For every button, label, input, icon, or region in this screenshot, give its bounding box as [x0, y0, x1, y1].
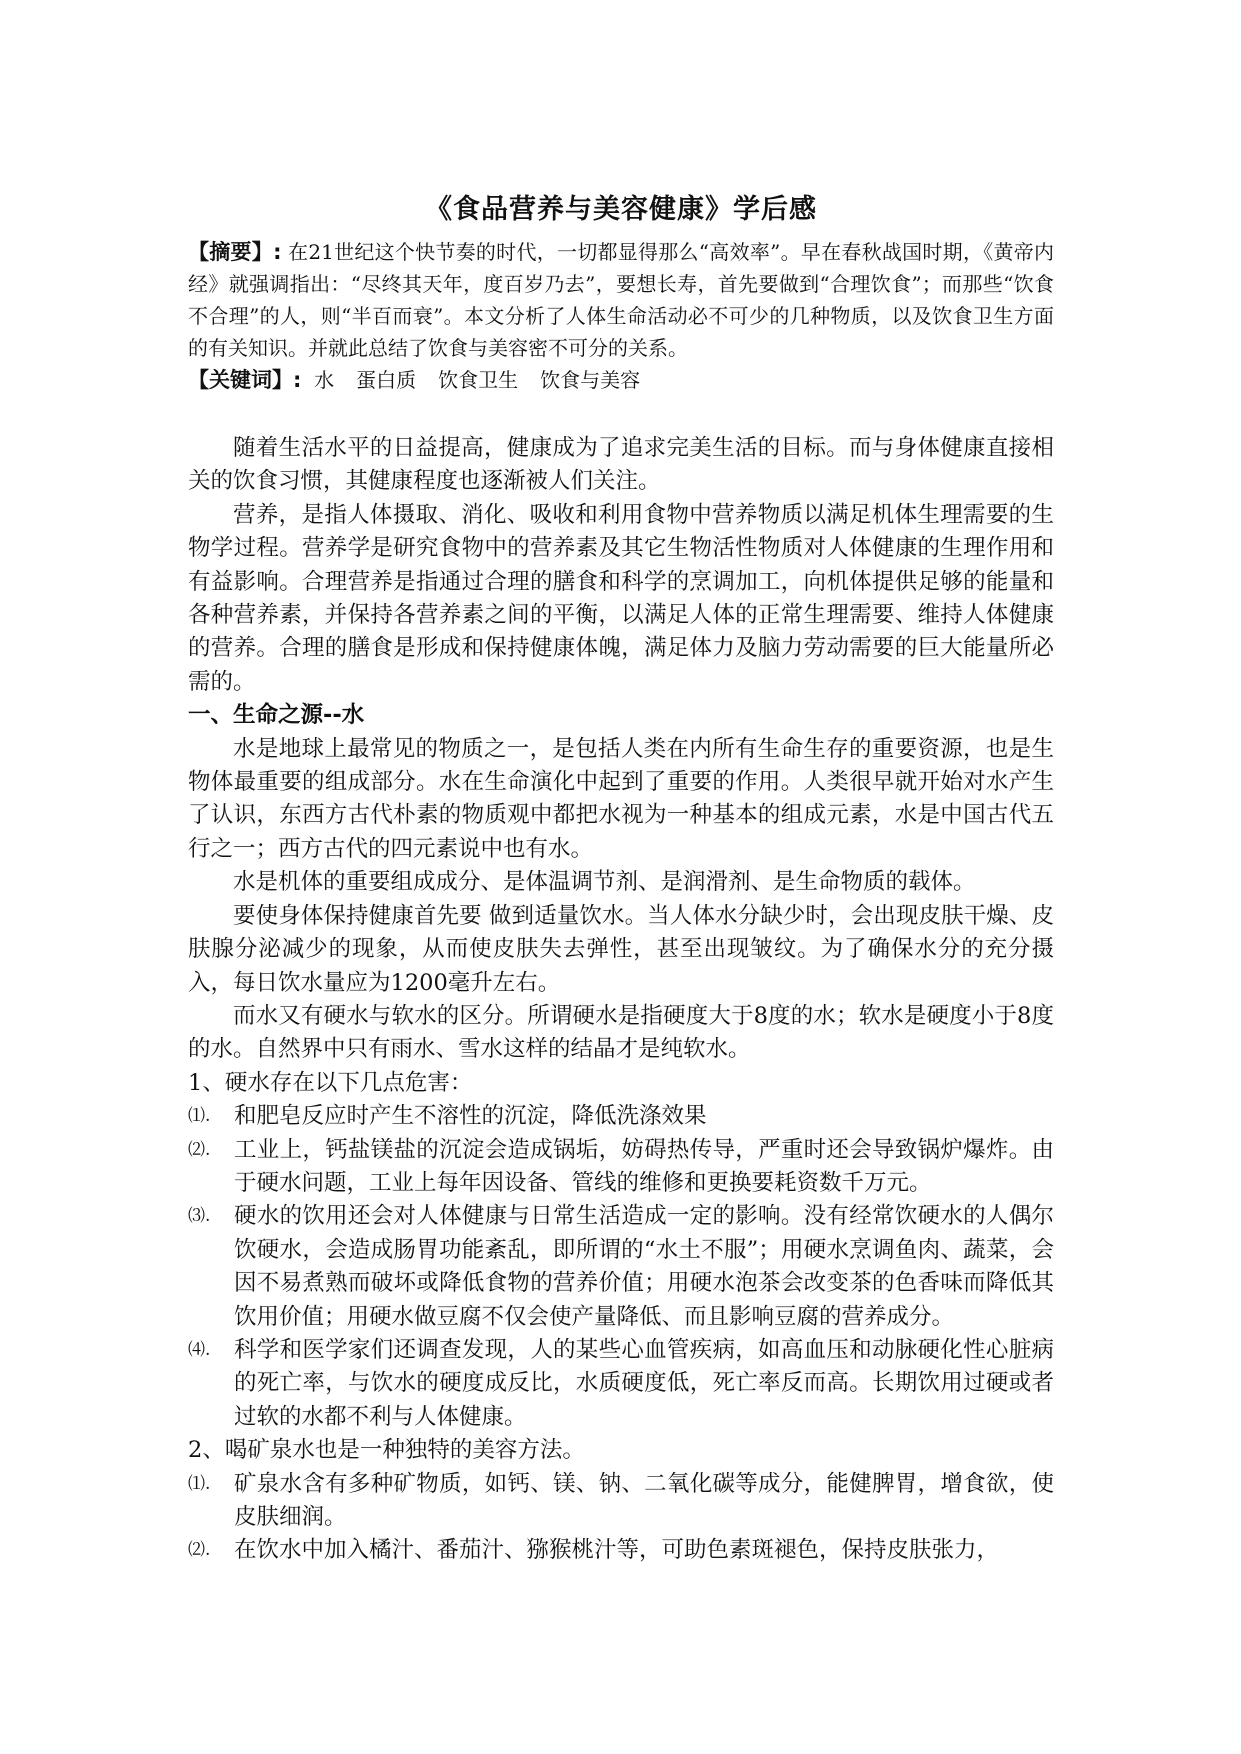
keyword-item: 蛋白质: [356, 368, 417, 392]
paragraph: 随着生活水平的日益提高，健康成为了追求完美生活的目标。而与身体健康直接相关的饮食习惯，其健康程度也逐渐被人们关注。: [188, 435, 1054, 495]
list-number: ⑴.: [188, 1473, 211, 1494]
list-number: ⑷.: [188, 1339, 211, 1360]
list-text: 矿泉水含有多种矿物质，如钙、镁、钠、二氧化碳等成分，能健脾胃，增食欲，使皮肤细润。: [234, 1470, 1054, 1530]
article-body: [188, 432, 1054, 1568]
abstract-label: 【摘要】: [188, 240, 274, 264]
abstract-text: 在21世纪这个快节奏的时代，一切都显得那么“高效率”。早在春秋战国时期，《黄帝内经》就强调指出：“尽终其天年，度百岁乃去”，要想长寿，首先要做到“合理饮食”；而那些“饮食不合理”的人，则“半百而衰”。本文分析了人体生命活动必不可少的几种物质，以及饮食卫生方面的有关知识。并就此总结了饮食与美容密不可分的关系。: [188, 240, 1055, 360]
abstract-separator: :: [273, 240, 282, 264]
keywords: [188, 364, 1054, 396]
paragraph: 营养，是指人体摄取、消化、吸收和利用食物中营养物质以满足机体生理需要的生物学过程。营养学是研究食物中的营养素及其它生物活性物质对人体健康的生理作用和有益影响。合理营养是指通过合理的膳食和科学的烹调加工，向机体提供足够的能量和各种营养素，并保持各营养素之间的平衡，以满足人体的正常生理需要、维持人体健康的营养。合理的膳食是形成和保持健康体魄，满足体力及脑力劳动需要的巨大能量所必需的。: [188, 501, 1054, 695]
keywords-separator: :: [293, 368, 302, 392]
paragraph: 水是机体的重要组成成分、是体温调节剂、是润滑剂、是生命物质的载体。: [233, 869, 976, 896]
list-item: [188, 1534, 1054, 1567]
keyword-item: 饮食与美容: [540, 368, 641, 392]
list-number: ⑵.: [188, 1540, 211, 1561]
page-title: 《食品营养与美容健康》学后感: [425, 194, 817, 225]
subheading: 2、喝矿泉水也是一种独特的美容方法。: [188, 1437, 585, 1464]
subheading: 1、硬水存在以下几点危害：: [188, 1069, 473, 1096]
list-item: [188, 1468, 1054, 1535]
list-text: 科学和医学家们还调查发现，人的某些心血管疾病，如高血压和动脉硬化性心脏病的死亡率，与饮水的硬度成反比，水质硬度低，死亡率反而高。长期饮用过硬或者过软的水都不利与人体健康。: [234, 1336, 1054, 1430]
list-item: [188, 1200, 1054, 1334]
list-text: 工业上，钙盐镁盐的沉淀会造成锅垢，妨碍热传导，严重时还会导致锅炉爆炸。由于硬水问题，工业上每年因设备、管线的维修和更换要耗资数千万元。: [234, 1136, 1054, 1196]
paragraph: 而水又有硬水与软水的区分。所谓硬水是指硬度大于8度的水；软水是硬度小于8度的水。自然界中只有雨水、雪水这样的结晶才是纯软水。: [188, 1002, 1054, 1063]
list-number: ⑶.: [188, 1206, 211, 1227]
abstract: [188, 236, 1054, 364]
list-text: 硬水的饮用还会对人体健康与日常生活造成一定的影响。没有经常饮硬水的人偶尔饮硬水，会造成肠胃功能紊乱，即所谓的“水土不服”；用硬水烹调鱼肉、蔬菜，会因不易煮熟而破坏或降低食物的营养价值；用硬水泡茶会改变茶的色香味而降低其饮用价值；用硬水做豆腐不仅会使产量降低、而且影响豆腐的营养成分。: [234, 1203, 1054, 1330]
page-content: [188, 190, 1054, 1568]
paragraph: 水是地球上最常见的物质之一，是包括人类在内所有生命生存的重要资源，也是生物体最重要的组成部分。水在生命演化中起到了重要的作用。人类很早就开始对水产生了认识，东西方古代朴素的物质观中都把水视为一种基本的组成元素，水是中国古代五行之一；西方古代的四元素说中也有水。: [188, 735, 1054, 862]
list-text: 在饮水中加入橘汁、番茄汁、猕猴桃汁等，可助色素斑褪色，保持皮肤张力，: [234, 1537, 1000, 1564]
list-item: [188, 1334, 1054, 1434]
paragraph: 要使身体保持健康首先要 做到适量饮水。当人体水分缺少时，会出现皮肤干燥、皮肤腺分泌减少的现象，从而使皮肤失去弹性，甚至出现皱纹。为了确保水分的充分摄入，每日饮水量应为1200毫升左右。: [188, 902, 1054, 996]
list-number: ⑴.: [188, 1106, 211, 1127]
list-number: ⑵.: [188, 1139, 211, 1160]
section-heading: 一、生命之源--水: [188, 702, 365, 729]
list-text: 和肥皂反应时产生不溶性的沉淀，降低洗涤效果: [234, 1103, 707, 1130]
keyword-item: 饮食卫生: [438, 368, 519, 392]
keywords-label: 【关键词】: [188, 368, 293, 392]
spacer: [188, 396, 1054, 432]
list-item: [188, 1100, 1054, 1133]
keyword-item: 水: [314, 368, 335, 392]
list-item: [188, 1134, 1054, 1201]
